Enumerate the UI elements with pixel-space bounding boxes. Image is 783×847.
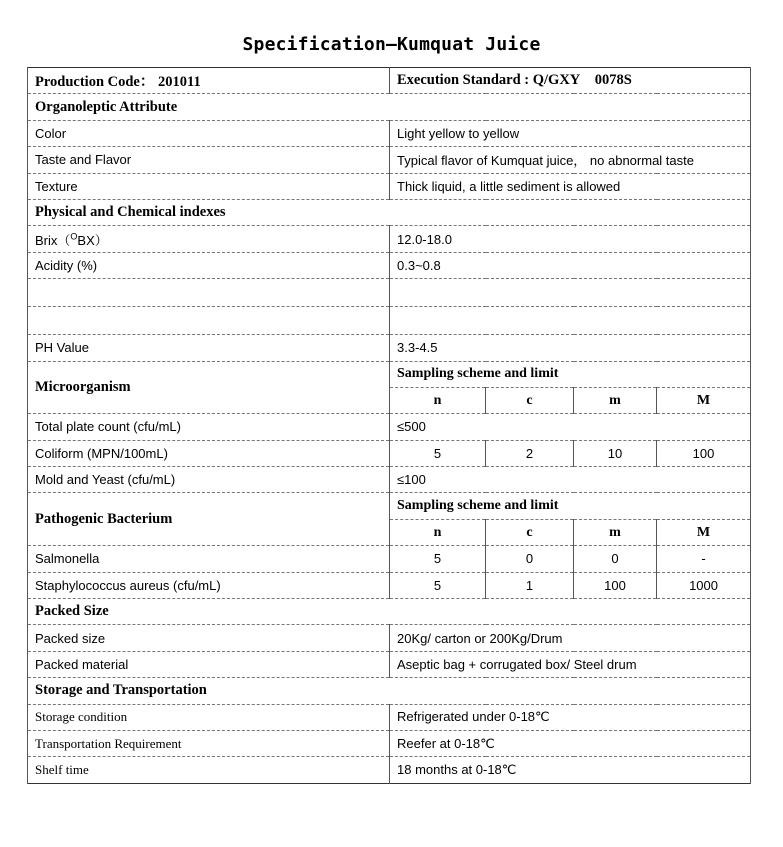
salmonella-m: 0 [574, 546, 657, 572]
row-label: Texture [28, 173, 390, 199]
ph-value: 3.3-4.5 [390, 335, 751, 361]
coliform-c: 2 [486, 440, 574, 466]
staph-n: 5 [390, 572, 486, 598]
staph-c: 1 [486, 572, 574, 598]
salmonella-M: - [657, 546, 751, 572]
specification-table [27, 67, 751, 784]
table-row [28, 704, 751, 730]
shelf-label: Shelf time [28, 757, 390, 783]
column-n: n [390, 387, 486, 413]
section-storage: Storage and Transportation [28, 678, 751, 704]
brix-label [28, 226, 390, 252]
table-row [28, 467, 751, 493]
section-physical: Physical and Chemical indexes [28, 199, 751, 225]
packed-size-label: Packed size [28, 625, 390, 651]
coliform-n: 5 [390, 440, 486, 466]
section-organoleptic: Organoleptic Attribute [28, 94, 751, 120]
table-row [28, 361, 751, 387]
staph-M: 1000 [657, 572, 751, 598]
empty-row [28, 279, 751, 307]
table-row [28, 252, 751, 278]
column-M: M [657, 519, 751, 545]
salmonella-label: Salmonella [28, 546, 390, 572]
section-row [28, 599, 751, 625]
column-m: m [574, 519, 657, 545]
staph-label: Staphylococcus aureus (cfu/mL) [28, 572, 390, 598]
empty-row [28, 307, 751, 335]
table-row [28, 546, 751, 572]
brix-label-post: BX） [77, 232, 108, 248]
coliform-m: 10 [574, 440, 657, 466]
table-row [28, 651, 751, 677]
transport-value: Reefer at 0-18℃ [390, 730, 751, 756]
storage-condition-label: Storage condition [28, 704, 390, 730]
table-row [28, 572, 751, 598]
section-row [28, 94, 751, 120]
table-row [28, 147, 751, 173]
pathogenic-scheme-header: Sampling scheme and limit [390, 493, 751, 519]
empty-cell [28, 307, 390, 335]
empty-cell [390, 307, 751, 335]
table-row [28, 757, 751, 783]
column-c: c [486, 387, 574, 413]
packed-material-value: Aseptic bag + corrugated box/ Steel drum [390, 651, 751, 677]
row-label: Color [28, 120, 390, 146]
table-row [28, 440, 751, 466]
table-row [28, 493, 751, 519]
shelf-value: 18 months at 0-18℃ [390, 757, 751, 783]
production-code: Production Code： 201011 [28, 68, 390, 94]
coliform-M: 100 [657, 440, 751, 466]
empty-cell [390, 279, 751, 307]
empty-cell [28, 279, 390, 307]
section-pathogenic: Pathogenic Bacterium [28, 493, 390, 546]
table-row [28, 226, 751, 252]
row-label: Taste and Flavor [28, 147, 390, 173]
staph-m: 100 [574, 572, 657, 598]
section-microorganism: Microorganism [28, 361, 390, 414]
column-m: m [574, 387, 657, 413]
column-n: n [390, 519, 486, 545]
packed-material-label: Packed material [28, 651, 390, 677]
micro-scheme-header: Sampling scheme and limit [390, 361, 751, 387]
acidity-value: 0.3~0.8 [390, 252, 751, 278]
packed-size-value: 20Kg/ carton or 200Kg/Drum [390, 625, 751, 651]
coliform-label: Coliform (MPN/100mL) [28, 440, 390, 466]
document-title: Specification—Kumquat Juice [242, 34, 541, 55]
table-row [28, 335, 751, 361]
row-value: Typical flavor of Kumquat juice， no abnormal taste [390, 147, 751, 173]
execution-standard: Execution Standard : Q/GXY 0078S [390, 68, 751, 94]
table-row [28, 414, 751, 440]
table-row [28, 120, 751, 146]
salmonella-n: 5 [390, 546, 486, 572]
column-c: c [486, 519, 574, 545]
row-value: Thick liquid, a little sediment is allowed [390, 173, 751, 199]
table-row [28, 173, 751, 199]
mold-label: Mold and Yeast (cfu/mL) [28, 467, 390, 493]
transport-label: Transportation Requirement [28, 730, 390, 756]
ph-label: PH Value [28, 335, 390, 361]
total-plate-value: ≤500 [390, 414, 751, 440]
table-row [28, 625, 751, 651]
brix-label-sup: O [70, 231, 78, 242]
acidity-label: Acidity (%) [28, 252, 390, 278]
storage-condition-value: Refrigerated under 0-18℃ [390, 704, 751, 730]
salmonella-c: 0 [486, 546, 574, 572]
section-row [28, 199, 751, 225]
table-row [28, 730, 751, 756]
section-row [28, 678, 751, 704]
total-plate-label: Total plate count (cfu/mL) [28, 414, 390, 440]
column-M: M [657, 387, 751, 413]
section-packed: Packed Size [28, 599, 751, 625]
brix-value: 12.0-18.0 [390, 226, 751, 252]
header-row [28, 68, 751, 94]
row-value: Light yellow to yellow [390, 120, 751, 146]
brix-label-pre: Brix（ [35, 232, 71, 248]
mold-value: ≤100 [390, 467, 751, 493]
